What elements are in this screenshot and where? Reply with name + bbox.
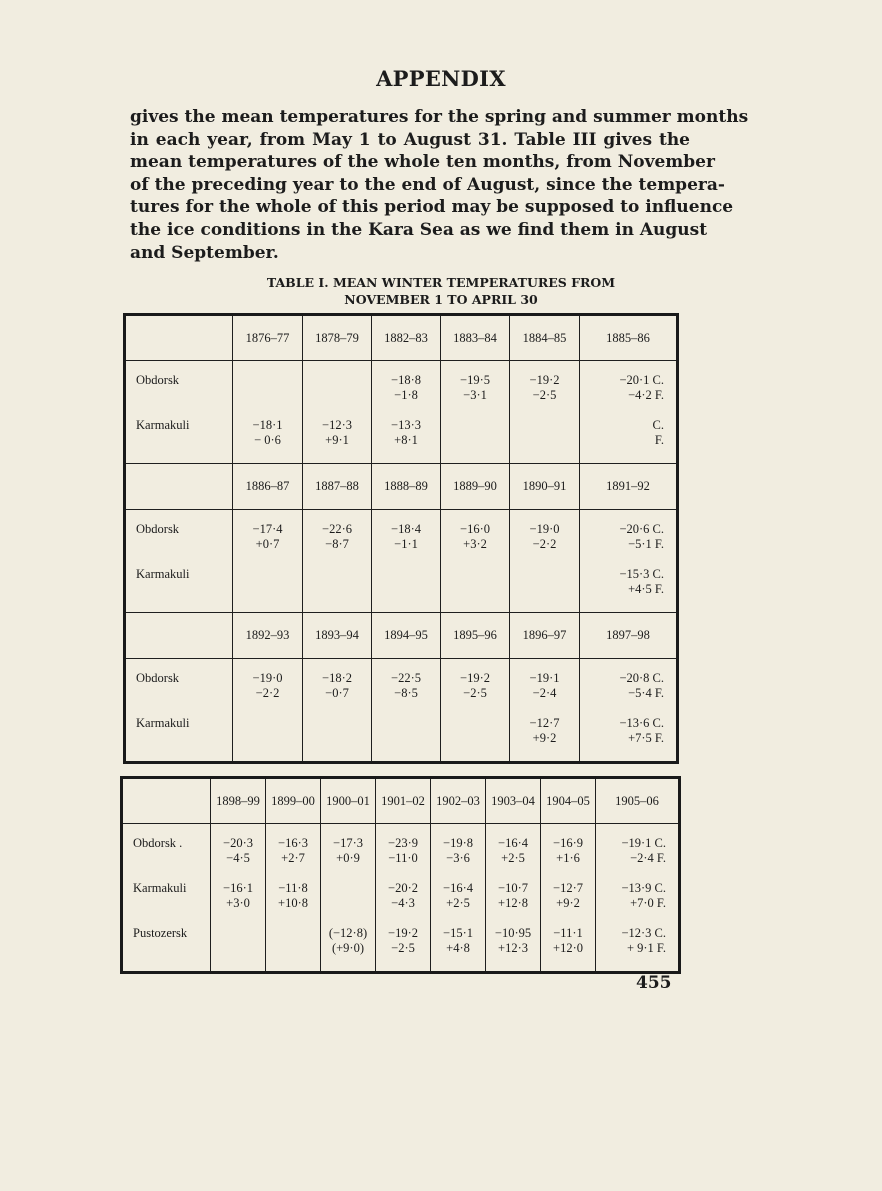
year-values xyxy=(580,510,678,613)
fahrenheit-value: −5·4 F. xyxy=(628,686,664,700)
temperature-cell xyxy=(211,881,265,926)
paragraph-line: mean temperatures of the whole ten months, from November xyxy=(130,152,715,173)
station-label: Karmakuli xyxy=(136,418,190,432)
station-labels xyxy=(122,824,211,973)
fahrenheit-value: (+9·0) xyxy=(331,941,365,955)
celsius-value: −18·4 xyxy=(391,522,421,536)
celsius-value: −16·1 xyxy=(223,881,253,895)
fahrenheit-value: −1·8 xyxy=(394,388,418,402)
temperature-cell xyxy=(541,926,595,971)
corner-cell xyxy=(125,315,233,361)
temperature-cell xyxy=(486,836,540,881)
temperature-cell xyxy=(510,373,579,418)
celsius-value: −19·8 xyxy=(443,836,473,850)
fahrenheit-value: −2·5 xyxy=(532,388,557,402)
fahrenheit-value: −2·4 F. xyxy=(630,851,666,865)
celsius-value: −19·2 xyxy=(460,671,490,685)
temperature-cell xyxy=(372,522,440,567)
fahrenheit-value: +3·2 xyxy=(463,537,487,551)
paragraph-line: in each year, from May 1 to August 31. Table III gives the xyxy=(130,129,690,150)
celsius-value: (−12·8) xyxy=(328,926,368,940)
temperature-cell xyxy=(441,671,509,716)
year-values xyxy=(233,510,303,613)
celsius-value: −17·4 xyxy=(252,522,283,536)
body-paragraph xyxy=(130,106,749,264)
temperature-cell xyxy=(596,836,666,881)
temperature-cell xyxy=(372,671,440,716)
year-values xyxy=(486,824,541,973)
paragraph-line: and September. xyxy=(130,242,279,263)
fahrenheit-value: −3·6 xyxy=(446,851,470,865)
station-label: Obdorsk xyxy=(136,522,180,536)
celsius-value: −22·6 xyxy=(322,522,352,536)
year-header: 1887–88 xyxy=(303,464,372,510)
year-values xyxy=(510,361,580,464)
celsius-value: −20·1 C. xyxy=(619,373,664,387)
celsius-value: −18·2 xyxy=(322,671,352,685)
year-values xyxy=(441,361,510,464)
table-caption-subline: NOVEMBER 1 TO APRIL 30 xyxy=(344,292,538,307)
temperature-cell xyxy=(303,716,371,761)
temperature-cell xyxy=(510,671,579,716)
year-header: 1886–87 xyxy=(233,464,303,510)
temperature-cell xyxy=(211,836,265,881)
fahrenheit-value: −2·4 xyxy=(532,686,557,700)
fahrenheit-value: +3·0 xyxy=(226,896,250,910)
celsius-value: −12·3 xyxy=(322,418,352,432)
celsius-value: −20·8 C. xyxy=(619,671,664,685)
fahrenheit-value: +0·7 xyxy=(255,537,280,551)
fahrenheit-value: −8·7 xyxy=(325,537,349,551)
temperature-cell xyxy=(431,926,485,971)
year-header: 1889–90 xyxy=(441,464,510,510)
year-header: 1892–93 xyxy=(233,613,303,659)
winter-temperature-table-2 xyxy=(120,776,681,974)
fahrenheit-value: −2·5 xyxy=(463,686,487,700)
fahrenheit-value: +7·5 F. xyxy=(628,731,664,745)
celsius-value: −16·4 xyxy=(498,836,528,850)
header-row xyxy=(125,315,678,361)
fahrenheit-value: +0·9 xyxy=(336,851,360,865)
year-header: 1890–91 xyxy=(510,464,580,510)
year-header: 1893–94 xyxy=(303,613,372,659)
fahrenheit-value: +1·6 xyxy=(556,851,580,865)
temperature-cell xyxy=(510,716,579,761)
fahrenheit-value: + 9·1 F. xyxy=(626,941,666,955)
celsius-value: −20·2 xyxy=(388,881,418,895)
fahrenheit-value: +12·8 xyxy=(498,896,528,910)
year-header: 1899–00 xyxy=(266,778,321,824)
fahrenheit-value: +12·0 xyxy=(553,941,583,955)
temperature-cell xyxy=(431,881,485,926)
station-label: Karmakuli xyxy=(136,716,190,730)
temperature-cell xyxy=(596,926,666,971)
fahrenheit-value: +9·1 xyxy=(325,433,349,447)
temperature-cell xyxy=(441,418,509,463)
year-header: 1896–97 xyxy=(510,613,580,659)
celsius-value: −11·8 xyxy=(278,881,308,895)
data-row xyxy=(122,824,680,973)
celsius-value: C. xyxy=(652,418,664,432)
year-values xyxy=(510,510,580,613)
year-header: 1883–84 xyxy=(441,315,510,361)
station-labels xyxy=(125,361,233,464)
temperature-cell xyxy=(541,836,595,881)
fahrenheit-value: −5·1 F. xyxy=(628,537,664,551)
year-values xyxy=(233,659,303,763)
page-number: 455 xyxy=(636,973,672,993)
celsius-value: −19·2 xyxy=(529,373,560,387)
temperature-cell xyxy=(372,418,440,463)
year-values xyxy=(233,361,303,464)
celsius-value: −13·3 xyxy=(391,418,421,432)
fahrenheit-value: −3·1 xyxy=(463,388,487,402)
temperature-cell xyxy=(233,671,302,716)
year-header: 1905–06 xyxy=(596,778,680,824)
paragraph-line: of the preceding year to the end of August, since the tempera- xyxy=(130,174,725,195)
temperature-cell xyxy=(541,881,595,926)
temperature-cell xyxy=(303,522,371,567)
year-header: 1878–79 xyxy=(303,315,372,361)
corner-cell xyxy=(125,464,233,510)
temperature-cell xyxy=(372,716,440,761)
year-header: 1888–89 xyxy=(372,464,441,510)
fahrenheit-value: +2·5 xyxy=(446,896,470,910)
year-header: 1882–83 xyxy=(372,315,441,361)
celsius-value: −19·1 C. xyxy=(621,836,666,850)
year-values xyxy=(303,510,372,613)
temperature-cell xyxy=(580,522,664,567)
year-header: 1895–96 xyxy=(441,613,510,659)
year-values xyxy=(441,659,510,763)
year-header: 1876–77 xyxy=(233,315,303,361)
temperature-cell xyxy=(211,926,265,971)
page-heading: APPENDIX xyxy=(376,66,506,91)
temperature-cell xyxy=(372,567,440,612)
celsius-value: −19·1 xyxy=(529,671,560,685)
header-row xyxy=(125,464,678,510)
temperature-cell xyxy=(233,716,302,761)
year-header: 1897–98 xyxy=(580,613,678,659)
celsius-value: −13·9 C. xyxy=(621,881,666,895)
celsius-value: −19·2 xyxy=(388,926,418,940)
year-header: 1903–04 xyxy=(486,778,541,824)
temperature-cell xyxy=(303,418,371,463)
temperature-cell xyxy=(486,881,540,926)
station-labels xyxy=(125,510,233,613)
fahrenheit-value: −2·2 xyxy=(255,686,280,700)
year-values xyxy=(211,824,266,973)
celsius-value: −10·7 xyxy=(498,881,528,895)
temperature-cell xyxy=(441,567,509,612)
temperature-cell xyxy=(266,881,320,926)
year-values xyxy=(596,824,680,973)
celsius-value: −23·9 xyxy=(388,836,418,850)
celsius-value: −10·95 xyxy=(494,926,532,940)
celsius-value: −18·1 xyxy=(252,418,283,432)
temperature-cell xyxy=(580,671,664,716)
year-values xyxy=(541,824,596,973)
celsius-value: −19·5 xyxy=(460,373,490,387)
year-values xyxy=(372,510,441,613)
station-label: Obdorsk . xyxy=(133,836,183,850)
fahrenheit-value: +4·8 xyxy=(446,941,470,955)
temperature-cell xyxy=(266,836,320,881)
station-label: Karmakuli xyxy=(133,881,187,895)
data-row xyxy=(125,361,678,464)
fahrenheit-value: −2·5 xyxy=(391,941,415,955)
year-values xyxy=(372,361,441,464)
temperature-cell xyxy=(580,373,664,418)
celsius-value: −20·3 xyxy=(223,836,253,850)
celsius-value: −11·1 xyxy=(553,926,583,940)
celsius-value: −12·3 C. xyxy=(621,926,666,940)
year-values xyxy=(431,824,486,973)
temperature-cell xyxy=(233,522,302,567)
fahrenheit-value: +7·0 F. xyxy=(630,896,666,910)
data-row xyxy=(125,510,678,613)
temperature-cell xyxy=(303,373,371,418)
temperature-cell xyxy=(510,567,579,612)
temperature-cell xyxy=(303,567,371,612)
year-header: 1894–95 xyxy=(372,613,441,659)
celsius-value: −22·5 xyxy=(391,671,421,685)
fahrenheit-value: −2·2 xyxy=(532,537,557,551)
temperature-cell xyxy=(321,926,375,971)
fahrenheit-value: F. xyxy=(654,433,664,447)
fahrenheit-value: −1·1 xyxy=(394,537,418,551)
temperature-cell xyxy=(266,926,320,971)
temperature-cell xyxy=(580,567,664,612)
celsius-value: −13·6 C. xyxy=(619,716,664,730)
temperature-cell xyxy=(233,373,302,418)
paragraph-line: gives the mean temperatures for the spring and summer months xyxy=(130,107,749,127)
temperature-cell xyxy=(580,418,664,463)
celsius-value: −15·1 xyxy=(443,926,473,940)
fahrenheit-value: +8·1 xyxy=(394,433,418,447)
year-header: 1901–02 xyxy=(376,778,431,824)
fahrenheit-value: −4·5 xyxy=(226,851,250,865)
celsius-value: −16·4 xyxy=(443,881,473,895)
header-row xyxy=(122,778,680,824)
corner-cell xyxy=(122,778,211,824)
temperature-cell xyxy=(372,373,440,418)
temperature-cell xyxy=(233,418,302,463)
celsius-value: −12·7 xyxy=(529,716,560,730)
temperature-cell xyxy=(303,671,371,716)
fahrenheit-value: −11·0 xyxy=(388,851,418,865)
station-labels xyxy=(125,659,233,763)
fahrenheit-value: +9·2 xyxy=(532,731,557,745)
year-values xyxy=(372,659,441,763)
year-values xyxy=(303,361,372,464)
fahrenheit-value: +10·8 xyxy=(278,896,308,910)
temperature-cell xyxy=(233,567,302,612)
paragraph-line: tures for the whole of this period may be supposed to influence xyxy=(130,197,734,218)
temperature-cell xyxy=(431,836,485,881)
fahrenheit-value: −0·7 xyxy=(325,686,349,700)
temperature-cell xyxy=(376,881,430,926)
temperature-cell xyxy=(596,881,666,926)
header-row xyxy=(125,613,678,659)
temperature-cell xyxy=(441,522,509,567)
station-label: Karmakuli xyxy=(136,567,190,581)
celsius-value: −20·6 C. xyxy=(619,522,664,536)
celsius-value: −16·3 xyxy=(278,836,308,850)
paragraph-line: the ice conditions in the Kara Sea as we find them in August xyxy=(130,219,708,240)
fahrenheit-value: −4·3 xyxy=(391,896,415,910)
station-label: Obdorsk xyxy=(136,671,180,685)
fahrenheit-value: −4·2 F. xyxy=(628,388,664,402)
year-header: 1902–03 xyxy=(431,778,486,824)
fahrenheit-value: +4·5 F. xyxy=(628,582,664,596)
fahrenheit-value: +2·7 xyxy=(281,851,305,865)
temperature-cell xyxy=(441,373,509,418)
year-values xyxy=(266,824,321,973)
temperature-cell xyxy=(510,418,579,463)
winter-temperature-table-1 xyxy=(123,313,679,764)
year-values xyxy=(441,510,510,613)
fahrenheit-value: +9·2 xyxy=(556,896,580,910)
year-header: 1900–01 xyxy=(321,778,376,824)
year-values xyxy=(510,659,580,763)
celsius-value: −16·9 xyxy=(553,836,583,850)
celsius-value: −19·0 xyxy=(252,671,283,685)
station-label: Obdorsk xyxy=(136,373,180,387)
year-header: 1904–05 xyxy=(541,778,596,824)
temperature-cell xyxy=(441,716,509,761)
temperature-cell xyxy=(321,881,375,926)
year-header: 1898–99 xyxy=(211,778,266,824)
year-values xyxy=(321,824,376,973)
temperature-cell xyxy=(376,836,430,881)
celsius-value: −18·8 xyxy=(391,373,421,387)
temperature-cell xyxy=(376,926,430,971)
year-values xyxy=(376,824,431,973)
temperature-cell xyxy=(580,716,664,761)
fahrenheit-value: −8·5 xyxy=(394,686,418,700)
temperature-cell xyxy=(321,836,375,881)
year-header: 1885–86 xyxy=(580,315,678,361)
celsius-value: −19·0 xyxy=(529,522,560,536)
data-row xyxy=(125,659,678,763)
table-caption: TABLE I. MEAN WINTER TEMPERATURES FROM xyxy=(266,275,616,290)
celsius-value: −17·3 xyxy=(333,836,363,850)
temperature-cell xyxy=(510,522,579,567)
year-values xyxy=(303,659,372,763)
celsius-value: −12·7 xyxy=(553,881,583,895)
fahrenheit-value: − 0·6 xyxy=(254,433,281,447)
celsius-value: −15·3 C. xyxy=(619,567,664,581)
year-header: 1884–85 xyxy=(510,315,580,361)
corner-cell xyxy=(125,613,233,659)
year-values xyxy=(580,659,678,763)
celsius-value: −16·0 xyxy=(460,522,490,536)
temperature-cell xyxy=(486,926,540,971)
station-label: Pustozersk xyxy=(133,926,188,940)
fahrenheit-value: +2·5 xyxy=(501,851,525,865)
year-values xyxy=(580,361,678,464)
year-header: 1891–92 xyxy=(580,464,678,510)
fahrenheit-value: +12·3 xyxy=(498,941,528,955)
